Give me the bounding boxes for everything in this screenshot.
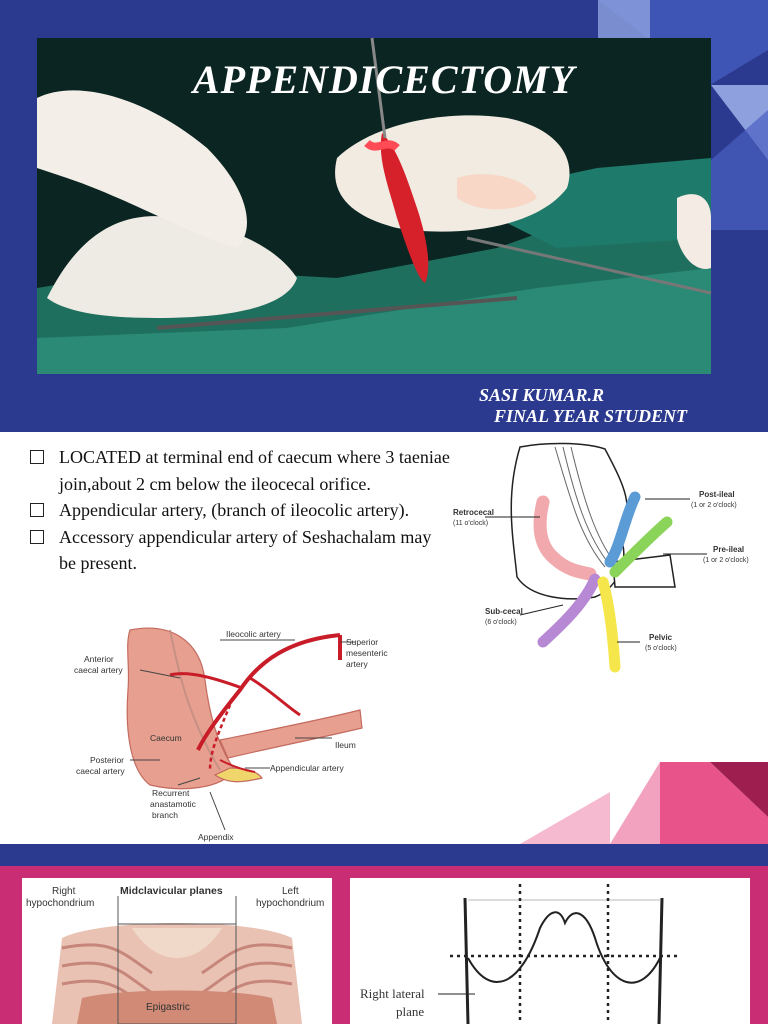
appendicular-artery-diagram bbox=[70, 620, 388, 844]
label-appendicular: Appendicular artery bbox=[270, 763, 344, 773]
label-right-lateral: Right lateral bbox=[360, 986, 425, 1001]
label-posterior-2: caecal artery bbox=[76, 766, 125, 776]
label-anterior-1: Anterior bbox=[84, 654, 114, 664]
label-appendix: Appendix bbox=[198, 832, 234, 842]
label-post-ileal: Post-ileal bbox=[699, 490, 735, 499]
label-retrocecal: Retrocecal bbox=[453, 508, 494, 517]
bullet-text: LOCATED at terminal end of caecum where 3 taeniae join,about 2 cm below the ileocecal orifice. bbox=[59, 447, 450, 494]
bullet-item bbox=[30, 497, 450, 524]
label-left-1: Left bbox=[282, 886, 299, 897]
corner-decoration bbox=[500, 762, 768, 844]
slide-title: APPENDICECTOMY bbox=[192, 57, 576, 102]
checkbox-icon bbox=[30, 530, 44, 544]
label-superior-3: artery bbox=[346, 659, 368, 669]
label-posterior-1: Posterior bbox=[90, 755, 125, 765]
bullet-item bbox=[30, 524, 450, 577]
abdominal-regions-diagram bbox=[22, 878, 332, 1024]
bullet-item bbox=[30, 444, 450, 497]
label-post-ileal-clock: (1 or 2 o'clock) bbox=[691, 502, 737, 509]
abdomen-slide bbox=[0, 866, 768, 1024]
label-plane: plane bbox=[396, 1004, 425, 1019]
label-retrocecal-clock: (11 o'clock) bbox=[453, 520, 489, 527]
label-pre-ileal: Pre-ileal bbox=[713, 545, 745, 554]
label-caecum: Caecum bbox=[150, 733, 182, 743]
label-sub-cecal-clock: (6 o'clock) bbox=[485, 619, 517, 626]
bullet-list bbox=[30, 444, 450, 577]
appendix-positions-diagram bbox=[445, 437, 768, 687]
label-midclavicular: Midclavicular planes bbox=[120, 885, 223, 897]
label-recurrent-1: Recurrent bbox=[152, 788, 190, 798]
checkbox-icon bbox=[30, 450, 44, 464]
title-slide bbox=[0, 0, 768, 432]
label-pelvic-clock: (5 o'clock) bbox=[645, 645, 677, 652]
slide-divider bbox=[0, 844, 768, 866]
label-pelvic: Pelvic bbox=[649, 633, 673, 642]
label-anterior-2: caecal artery bbox=[74, 665, 123, 675]
label-pre-ileal-clock: (1 or 2 o'clock) bbox=[703, 557, 749, 564]
label-recurrent-2: anastamotic bbox=[150, 799, 196, 809]
label-ileocolic: Ileocolic artery bbox=[226, 629, 281, 639]
bullet-text: Accessory appendicular artery of Seshachalam may be present. bbox=[59, 526, 432, 573]
author-name: SASI KUMAR.R bbox=[479, 385, 605, 405]
abdominal-planes-diagram bbox=[350, 878, 750, 1024]
bullet-text: Appendicular artery, (branch of ileocolic artery). bbox=[59, 500, 410, 520]
label-left-2: hypochondrium bbox=[256, 898, 325, 909]
label-superior-2: mesenteric bbox=[346, 648, 388, 658]
label-epigastric: Epigastric bbox=[146, 1002, 190, 1013]
label-right-1: Right bbox=[52, 886, 76, 897]
label-recurrent-3: branch bbox=[152, 810, 178, 820]
label-ileum: Ileum bbox=[335, 740, 356, 750]
checkbox-icon bbox=[30, 503, 44, 517]
label-right-2: hypochondrium bbox=[26, 898, 95, 909]
author-role: FINAL YEAR STUDENT bbox=[494, 406, 688, 426]
label-superior-1: Superior bbox=[346, 637, 379, 647]
label-sub-cecal: Sub-cecal bbox=[485, 607, 523, 616]
anatomy-slide bbox=[0, 432, 768, 844]
